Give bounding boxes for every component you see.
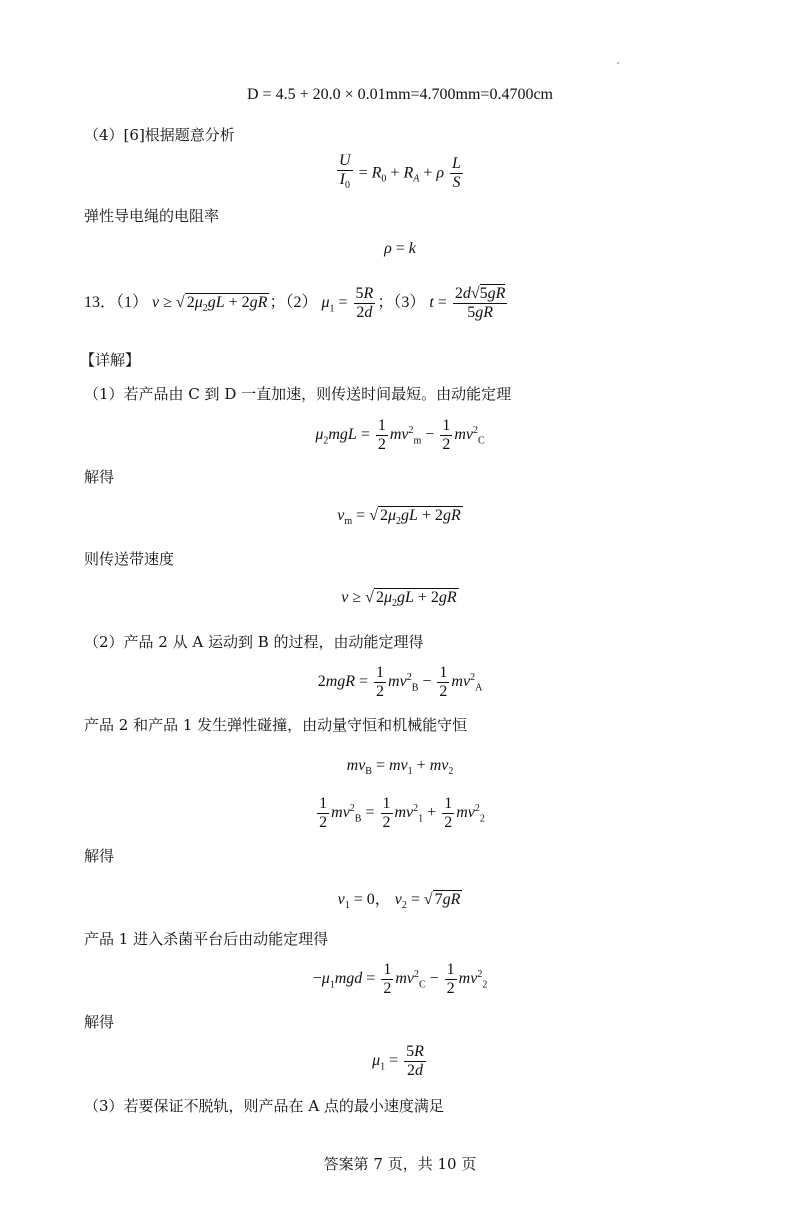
detail-heading: 【详解】 (80, 351, 141, 369)
solve-label-1: 解得 (84, 468, 115, 486)
equation-energy-AB: 2mgR = $\frac{1}{2}$ $mv^2_B$ − $\frac{1}{2}$ $mv^2_A$ (317, 664, 483, 700)
solve-label-3: 解得 (84, 1013, 115, 1031)
equation-velocities: $v_1 = 0$， $v_2$ = √ 7gR (337, 891, 461, 912)
section1-intro: （1）若产品由 C 到 D 一直加速，则传送时间最短。由动能定理 (84, 385, 512, 403)
page-footer: 答案第 7 页，共 10 页 (323, 1155, 477, 1173)
equation-energy-conservation: $\frac{1}{2}$ $mv^2_B$ = $\frac{1}{2}$ $mv^2_1$ + $\frac{1}{2}$ $mv^2_2$ (319, 795, 485, 831)
equation-vm: $v_m$ = √ $2\mu_2gL + 2gR$ (337, 507, 461, 528)
collision-label: 产品 2 和产品 1 发生弹性碰撞，由动量守恒和机械能守恒 (84, 716, 468, 734)
solve-label-2: 解得 (84, 847, 115, 865)
belt-speed-label: 则传送带速度 (84, 550, 175, 568)
section3-intro: （3）若要保证不脱轨，则产品在 A 点的最小速度满足 (84, 1097, 444, 1115)
section2-intro: （2）产品 2 从 A 运动到 B 的过程，由动能定理得 (84, 633, 424, 651)
resistivity-label: 弹性导电绳的电阻率 (84, 207, 220, 225)
equation-belt-speed: v ≥ √ $2\mu_2gL + 2gR$ (341, 589, 457, 610)
q13-answers: 13．（1） v ≥ √ $2\mu_2gL + 2gR$ ；（2） $\mu_1$ = $\frac{5R}{2d}$ ；（3） t = $\frac{2d√5gR}{5gR}$ (84, 285, 506, 321)
part4-label: （4）[6]根据题意分析 (84, 126, 235, 144)
equation-momentum: $mv_B = mv_1 + mv_2$ (346, 757, 454, 778)
sterilize-label: 产品 1 进入杀菌平台后由动能定理得 (84, 930, 329, 948)
equation-rho: ρ = k (384, 240, 416, 257)
equation-mu1: $\mu_1$ = $\frac{5R}{2d}$ (372, 1043, 424, 1079)
equation-energy-sterilize: $-\mu_1mgd$ = $\frac{1}{2}$ $mv^2_C$ − $\frac{1}{2}$ $mv^2_2$ (312, 961, 488, 997)
equation-diameter: D = 4.5 + 20.0 × 0.01mm=4.700mm=0.4700cm (247, 86, 553, 103)
equation-resistance: $\frac{U}{I_0}$ = $R_0 + R_A + \rho$ $\frac{L}{S}$ (339, 152, 461, 192)
scan-speck (617, 62, 619, 64)
equation-energy-CD: $\mu_2mgL$ = $\frac{1}{2}$ $mv^2_m$ − $\frac{1}{2}$ $mv^2_C$ (315, 417, 485, 453)
